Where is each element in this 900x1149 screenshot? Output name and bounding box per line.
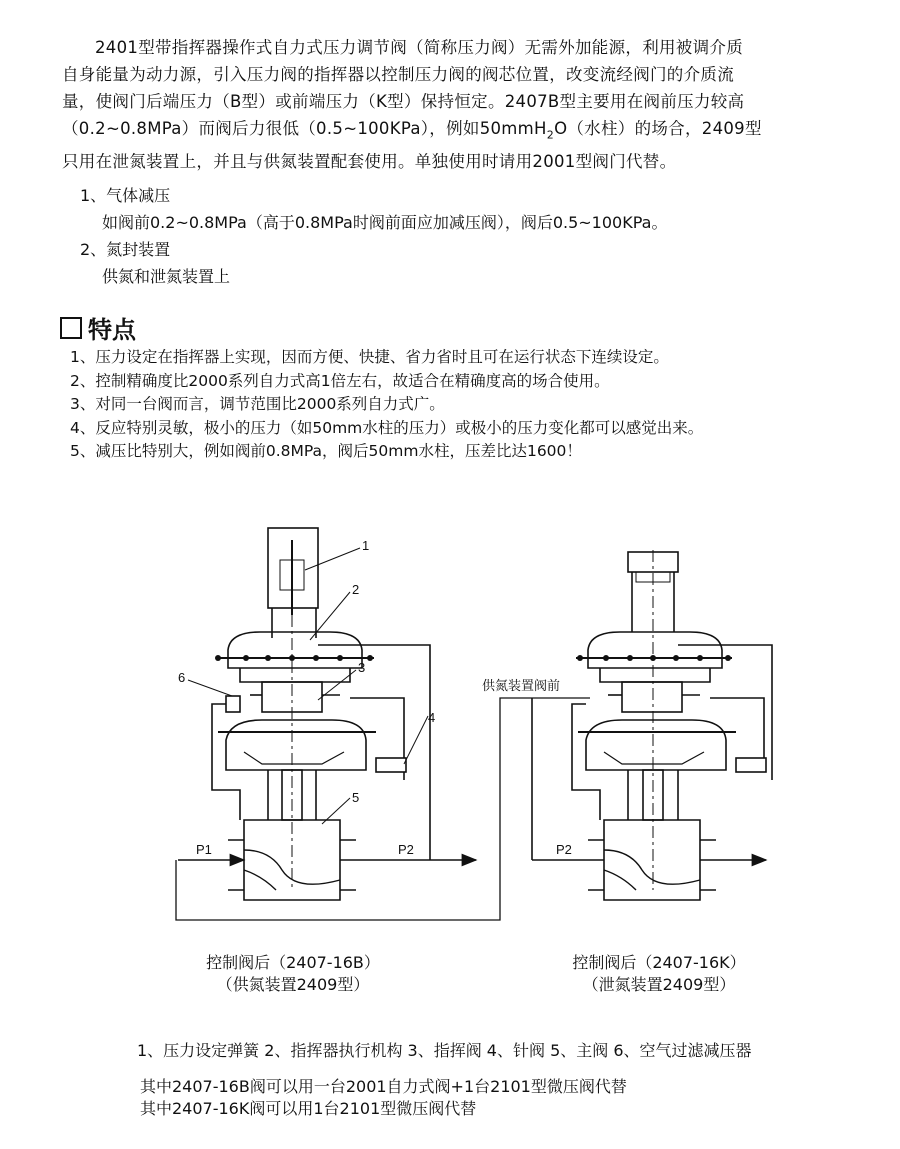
valve-assembly-left bbox=[176, 528, 590, 920]
needle-valve-right bbox=[736, 758, 766, 772]
feature-item: 3、对同一台阀而言，调节范围比2000系列自力式广。 bbox=[70, 395, 445, 413]
needle-valve-left bbox=[376, 758, 406, 772]
callout-1: 1 bbox=[362, 538, 370, 553]
feature-item: 4、反应特别灵敏，极小的压力（如50mm水柱的压力）或极小的压力变化都可以感觉出来。 bbox=[70, 418, 704, 437]
p2-label-right: P2 bbox=[556, 842, 572, 857]
callout-5: 5 bbox=[352, 790, 360, 805]
nitrogen-supply-label: 供氮装置阀前 bbox=[482, 678, 561, 693]
pilot-actuator-left bbox=[228, 632, 362, 668]
checkbox-square-icon bbox=[60, 317, 82, 339]
intro-line-4 bbox=[62, 115, 852, 148]
intro-line-5: 只用在泄氮装置上，并且与供氮装置配套使用。单独使用时请用2001型阀门代替。 bbox=[62, 152, 677, 172]
callout-6: 6 bbox=[178, 670, 186, 685]
caption-left-line1: 控制阀后（2407-16B） bbox=[206, 953, 380, 972]
applications-list bbox=[80, 182, 667, 290]
features-heading bbox=[60, 310, 136, 345]
intro-line-4-sub: 2 bbox=[546, 128, 555, 142]
p1-label: P1 bbox=[196, 842, 212, 857]
caption-right-line1: 控制阀后（2407-16K） bbox=[572, 953, 746, 972]
caption-left bbox=[188, 952, 398, 996]
parts-legend: 1、压力设定弹簧 2、指挥器执行机构 3、指挥阀 4、针阀 5、主阀 6、空气过滤减压器 bbox=[137, 1041, 752, 1060]
main-actuator-right bbox=[586, 720, 726, 770]
caption-right bbox=[554, 952, 764, 996]
intro-line-3: 量，使阀门后端压力（B型）或前端压力（K型）保持恒定。2407B型主要用在阀前压力较高 bbox=[62, 92, 745, 111]
pilot-valve-right bbox=[622, 682, 682, 712]
main-actuator-left bbox=[226, 720, 366, 770]
notes bbox=[140, 1076, 627, 1120]
callout-2: 2 bbox=[352, 582, 360, 597]
intro-line-4-post: O（水柱）的场合，2409型 bbox=[554, 119, 762, 138]
intro-paragraph bbox=[62, 34, 852, 175]
note-line: 其中2407-16B阀可以用一台2001自力式阀+1台2101型微压阀代替 bbox=[140, 1077, 627, 1096]
application-title: 2、氮封装置 bbox=[80, 240, 171, 259]
air-filter-regulator-left bbox=[226, 696, 240, 712]
application-detail: 供氮和泄氮装置上 bbox=[102, 267, 231, 286]
intro-line-4-pre: （0.2~0.8MPa）而阀后力很低（0.5~100KPa），例如50mmH bbox=[62, 119, 547, 138]
application-title: 1、气体减压 bbox=[80, 186, 171, 205]
valve-diagram bbox=[0, 520, 900, 930]
application-detail: 如阀前0.2~0.8MPa（高于0.8MPa时阀前面应加减压阀），阀后0.5~100KPa。 bbox=[102, 213, 668, 232]
callout-4: 4 bbox=[428, 710, 436, 725]
pilot-actuator-right bbox=[588, 632, 722, 668]
features-title: 特点 bbox=[88, 316, 136, 344]
caption-right-line2: （泄氮装置2409型） bbox=[582, 975, 736, 994]
note-line: 其中2407-16K阀可以用1台2101型微压阀代替 bbox=[140, 1099, 477, 1118]
caption-left-line2: （供氮装置2409型） bbox=[216, 975, 370, 994]
callout-3: 3 bbox=[358, 660, 366, 675]
features-list bbox=[70, 346, 703, 464]
intro-line-1: 2401型带指挥器操作式自力式压力调节阀（简称压力阀）无需外加能源，利用被调介质 bbox=[95, 38, 743, 57]
intro-line-2: 自身能量为动力源，引入压力阀的指挥器以控制压力阀的阀芯位置，改变流经阀门的介质流 bbox=[62, 65, 734, 84]
feature-item: 1、压力设定在指挥器上实现，因而方便、快捷、省力省时且可在运行状态下连续设定。 bbox=[70, 348, 669, 366]
feature-item: 5、减压比特别大，例如阀前0.8MPa，阀后50mm水柱，压差比达1600！ bbox=[70, 442, 582, 460]
feature-item: 2、控制精确度比2000系列自力式高1倍左右，故适合在精确度高的场合使用。 bbox=[70, 371, 610, 390]
main-valve-body-right bbox=[604, 820, 700, 900]
p2-label-left: P2 bbox=[398, 842, 414, 857]
